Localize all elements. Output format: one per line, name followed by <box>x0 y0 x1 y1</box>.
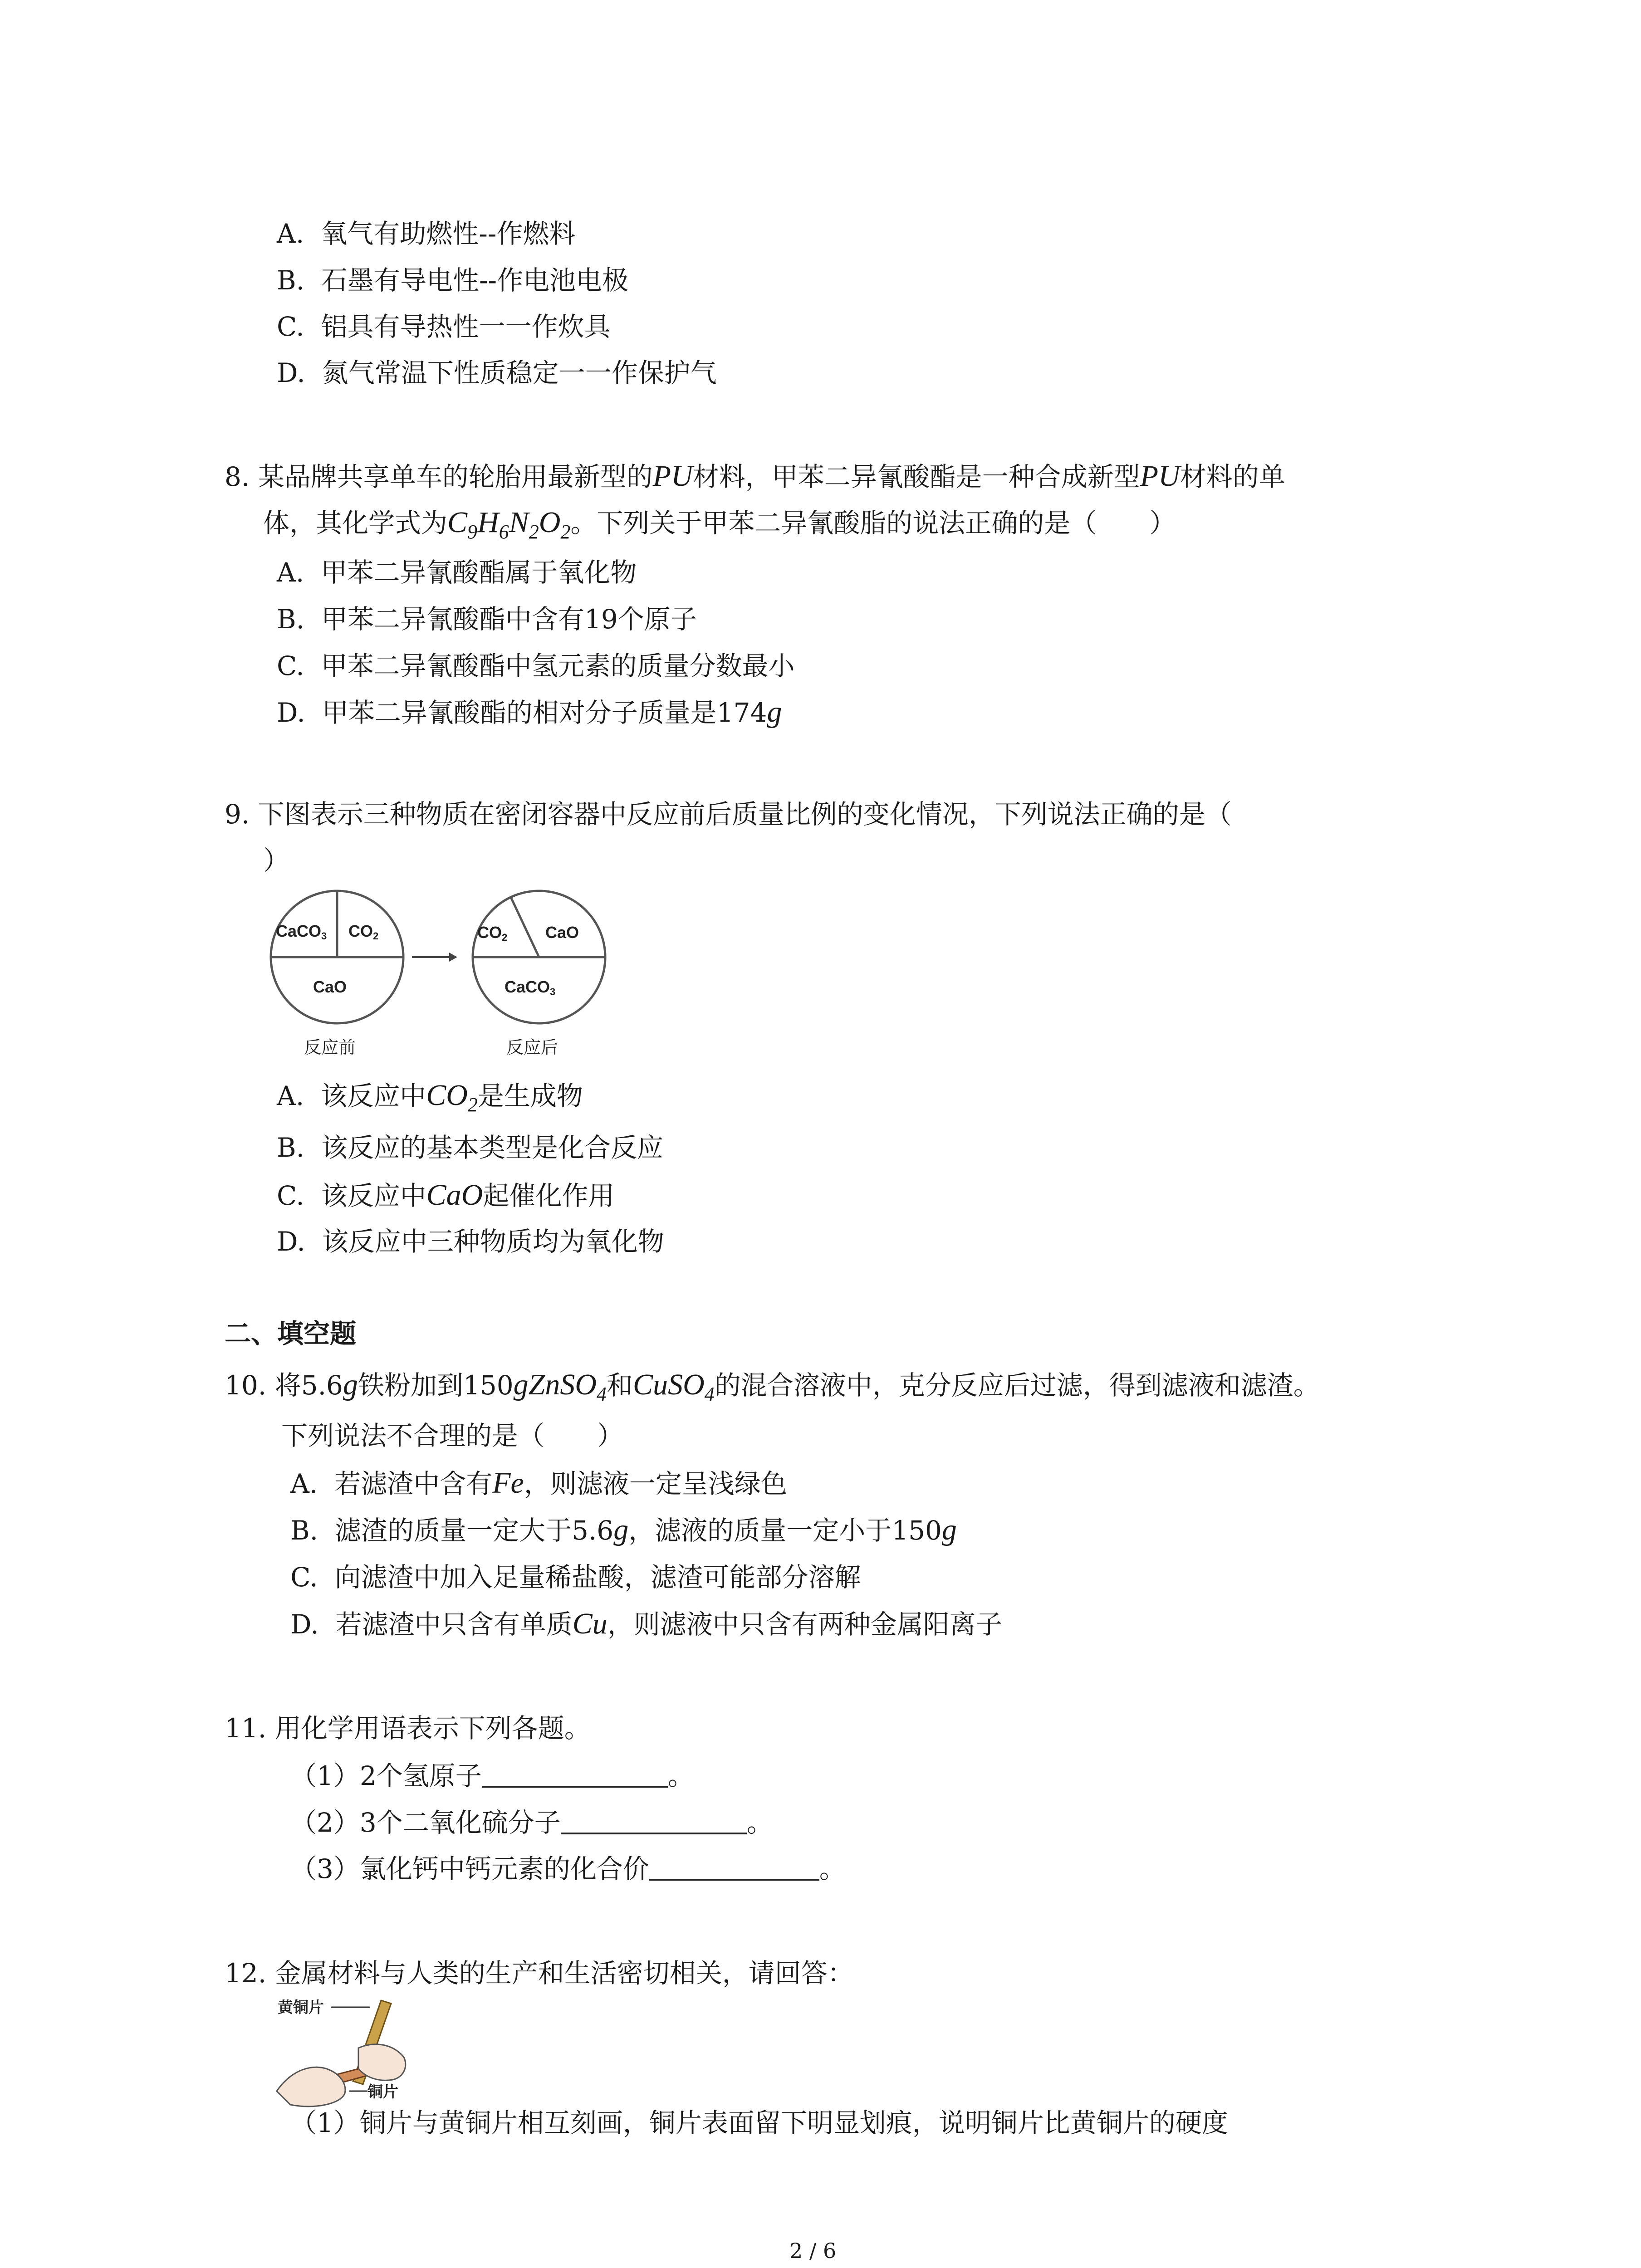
q8-stem-line1: 8. 某品牌共享单车的轮胎用最新型的PU材料，甲苯二异氰酸酯是一种合成新型PU材料的单 <box>225 459 1285 493</box>
q10-option-d: D. 若滤渣中只含有单质Cu，则滤液中只含有两种金属阳离子 <box>290 1607 1002 1640</box>
svg-text:CO2: CO2 <box>477 923 508 943</box>
q9-after-pie <box>473 891 605 1023</box>
q11-item-3: （3）氯化钙中钙元素的化合价 。 <box>290 1853 846 1884</box>
q11-item-2: （2）3个二氧化硫分子 。 <box>290 1807 773 1838</box>
q10-option-a: A. 若滤渣中含有Fe，则滤液一定呈浅绿色 <box>290 1466 787 1500</box>
q11-blank-3[interactable] <box>649 1853 819 1881</box>
q8-stem-line2: 体，其化学式为$C_9H_6N_2O_2$。下列关于甲苯二异氰酸脂的说法正确的是（ ） <box>263 506 1176 543</box>
q9-option-c: C. 该反应中CaO起催化作用 <box>277 1178 615 1212</box>
q12-label-brass: 黄铜片 <box>278 1999 324 2017</box>
q11-stem: 11. 用化学用语表示下列各题。 <box>225 1713 591 1744</box>
q7-option-b: B. 石墨有导电性--作电池电极 <box>277 265 629 296</box>
section-heading: 二、填空题 <box>225 1318 357 1349</box>
q8-option-d: D. 甲苯二异氰酸酯的相对分子质量是174g <box>277 695 782 728</box>
q12-stem: 12. 金属材料与人类的生产和生活密切相关，请回答： <box>225 1958 854 1989</box>
q10-stem-line1: 10. 将5.6g铁粉加到150gZnSO$_4$和CuSO$_4$的混合溶液中，克分反应后过滤，得到滤液和滤渣。 <box>225 1368 1320 1405</box>
q9-arrow <box>412 953 457 962</box>
q11-blank-1[interactable] <box>482 1760 668 1788</box>
q9-before-caption: 反应前 <box>304 1037 356 1057</box>
q7-option-a: A. 氧气有助燃性--作燃料 <box>277 218 576 249</box>
q7-option-d: D. 氮气常温下性质稳定一一作保护气 <box>277 357 717 388</box>
q10-option-b: B. 滤渣的质量一定大于5.6g，滤液的质量一定小于150g <box>290 1513 957 1546</box>
q12-item-1: （1）铜片与黄铜片相互刻画，铜片表面留下明显划痕，说明铜片比黄铜片的硬度 <box>290 2107 1228 2138</box>
svg-text:CO2: CO2 <box>348 922 379 942</box>
q8-formula: $C_9H_6N_2O_2$ <box>447 506 571 543</box>
q8-option-c: C. 甲苯二异氰酸酯中氢元素的质量分数最小 <box>277 650 795 681</box>
q11-item-1: （1）2个氢原子 。 <box>290 1760 694 1791</box>
q9-stem-line1: 9. 下图表示三种物质在密闭容器中反应前后质量比例的变化情况，下列说法正确的是（ <box>225 799 1232 830</box>
q9-figure <box>268 889 622 1070</box>
hand-left <box>277 2067 345 2107</box>
q9-stem-line2: ） <box>263 845 290 876</box>
q12-label-copper: 铜片 <box>367 2083 398 2101</box>
q9-option-b: B. 该反应的基本类型是化合反应 <box>277 1132 663 1163</box>
q9-after-caption: 反应后 <box>506 1037 558 1057</box>
svg-text:CaO: CaO <box>313 978 347 996</box>
q10-stem-line2: 下列说法不合理的是（ ） <box>281 1420 624 1451</box>
svg-text:CaCO3: CaCO3 <box>276 922 327 942</box>
q7-option-c: C. 铝具有导热性一一作炊具 <box>277 311 611 342</box>
hand-right <box>358 2044 406 2080</box>
svg-text:CaO: CaO <box>545 923 579 942</box>
q10-option-c: C. 向滤渣中加入足量稀盐酸，滤渣可能部分溶解 <box>290 1562 861 1593</box>
svg-text:CaCO3: CaCO3 <box>505 978 556 997</box>
q9-option-a: A. 该反应中$CO_2$是生成物 <box>277 1079 583 1116</box>
q8-option-b: B. 甲苯二异氰酸酯中含有19个原子 <box>277 604 697 635</box>
q9-before-pie <box>271 891 403 1023</box>
page-number: 2 / 6 <box>789 2239 837 2263</box>
q9-option-d: D. 该反应中三种物质均为氧化物 <box>277 1226 664 1257</box>
q8-option-a: A. 甲苯二异氰酸酯属于氧化物 <box>277 557 637 588</box>
q12-figure <box>272 1994 417 2112</box>
q11-blank-2[interactable] <box>561 1806 747 1834</box>
